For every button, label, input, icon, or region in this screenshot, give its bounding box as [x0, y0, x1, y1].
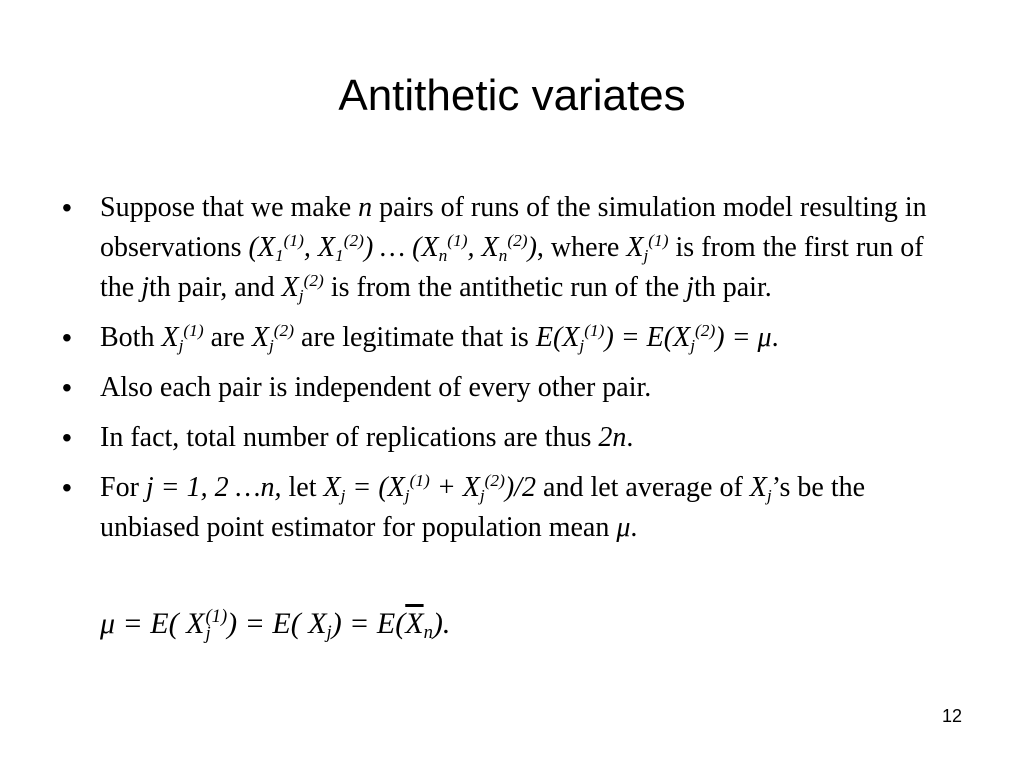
text: th pair, and — [149, 272, 282, 303]
bullet-icon: • — [62, 422, 72, 453]
observations-expression: ($X_1^{(1)}$, $X_1^{(2)}$) … ($X_n^{(1)}$, $X_n^{(2)}$) — [248, 231, 537, 265]
bullet-icon: • — [62, 472, 72, 503]
estimator-equation: μ = E( X (1) j ) = E( $X_j) = E(\overline{X}_n)$. — [100, 606, 451, 645]
bullet-list — [62, 188, 962, 558]
xj-definition: $X_j = (X_j^{(1)} + X_j^{(2)})/2$ — [323, 471, 537, 505]
bullet-item-legitimate: • Both $X_j^{(1)}$ are $X_j^{(2)}$ are legitimate that is $E(X_j^{(1)}) = E(X_j^{(2)}) = \mu$. — [62, 318, 962, 358]
math-n: n — [358, 192, 373, 223]
bullet-icon: • — [62, 192, 72, 223]
text: pairs of runs of the simulation model resulting in observations — [100, 192, 927, 263]
bullet-item-independent: • Also each pair is independent of every other pair. — [62, 368, 962, 408]
math-j: j — [141, 272, 149, 303]
expectation-expression: $E(X_j^{(1)}) = E(X_j^{(2)}) = \mu$ — [535, 321, 772, 355]
bullet-item-replications: • In fact, total number of replications are thus 2n. — [62, 418, 962, 458]
bullet-item-pairs-of-runs — [62, 188, 962, 308]
text: , where — [536, 232, 627, 263]
bullet-icon: • — [62, 372, 72, 403]
text: is from the antithetic run of the — [323, 272, 687, 303]
text: Suppose that we make — [100, 192, 359, 223]
slide-title: Antithetic variates — [338, 71, 686, 120]
math-j: j — [686, 272, 694, 303]
math-xj2: $X_j^{(2)}$ — [281, 271, 324, 305]
math-xj1: $X_j^{(1)}$ — [626, 231, 669, 265]
page-number: 12 — [941, 706, 962, 726]
text: is from the first run of the — [100, 232, 924, 303]
bullet-item-estimator: • For j = 1, 2 …n, let $X_j = (X_j^{(1)} + X_j^{(2)})/2$ and let average of $X_j’s$ be the unbiased point estimator for population mean μ. — [62, 468, 962, 548]
text: th pair. — [693, 272, 772, 303]
bullet-icon: • — [62, 322, 72, 353]
